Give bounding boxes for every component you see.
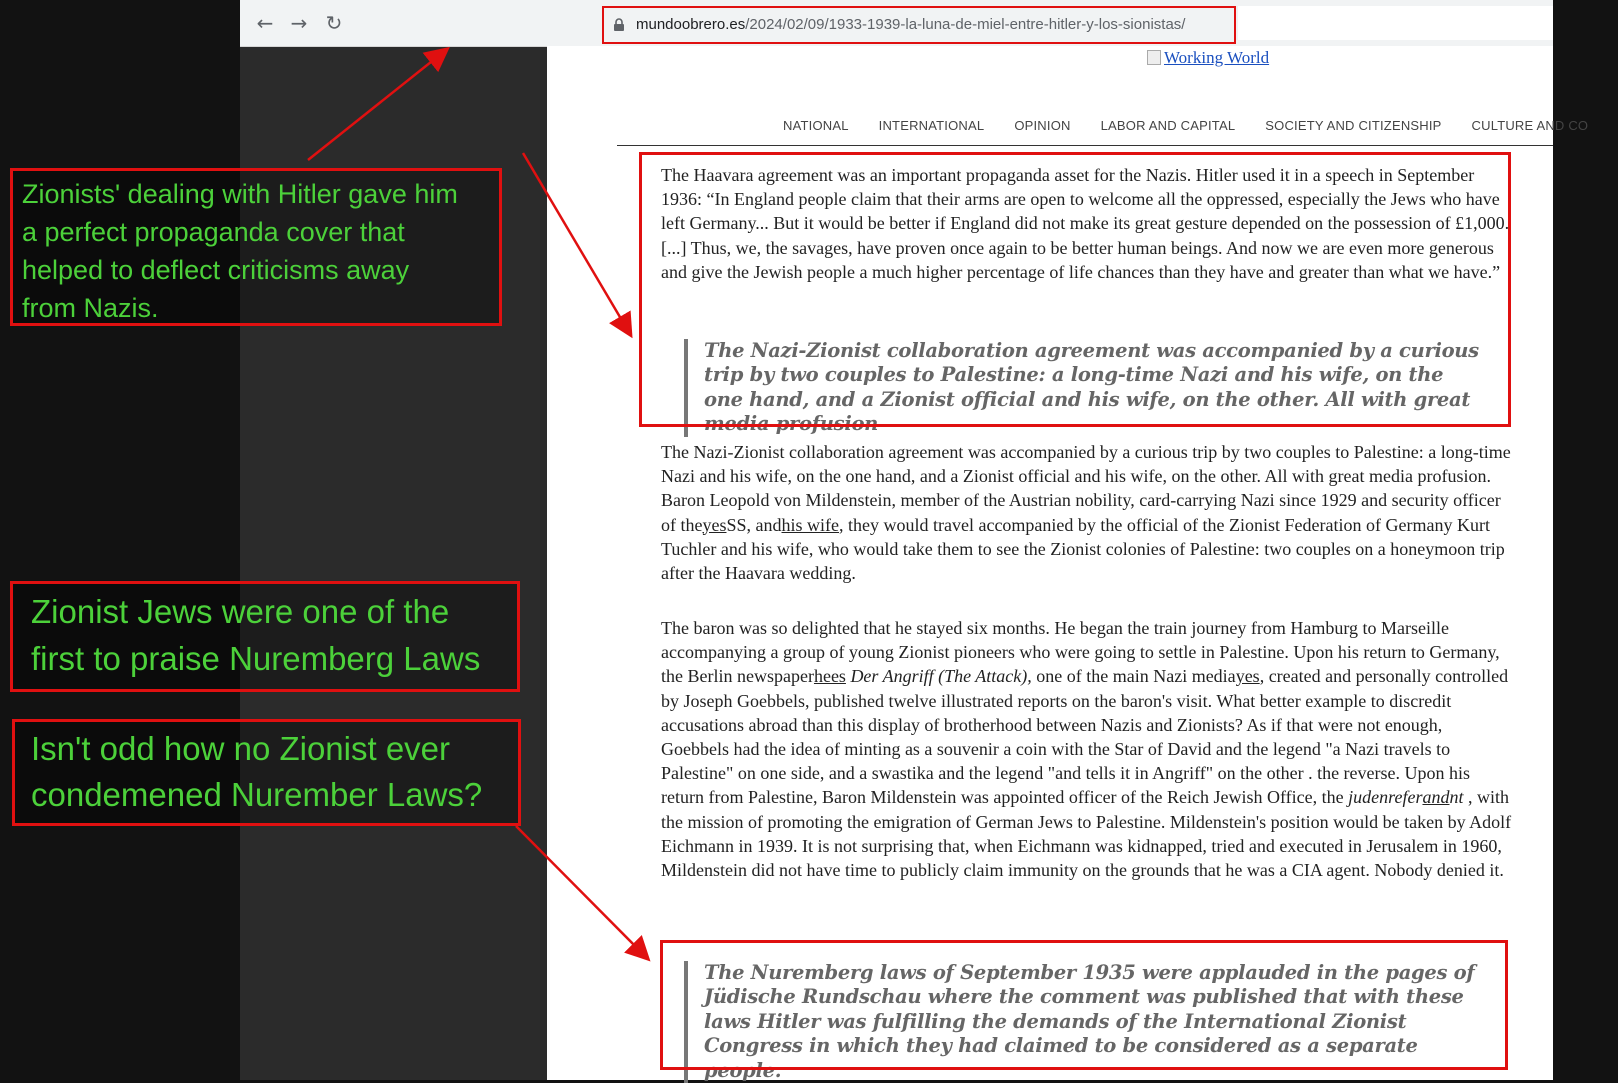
article-paragraph-2: The Nazi-Zionist collaboration agreement was accompanied by a curious trip by two couples to Palestine: a long-time Nazi and his wife, on the one hand, and a Zionist official and his wife, on the other. All with great media profusion. Baron Leopold von Mildenstein, member of the Austrian nobility, card-carrying Nazi since 1929 and security officer of theyesSS, andhis wife, they would travel accompanied by the official of the Zionist Federation of Germany Kurt Tuchler and his wife, who would take them to see the Zionist colonies of Palestine: two couples on a honeymoon trip after the Haavara wedding. <box>661 442 1511 584</box>
menu-item-labor[interactable]: LABOR AND CAPITAL <box>1100 118 1236 133</box>
main-menu <box>783 118 1618 133</box>
lock-icon <box>614 19 624 31</box>
left-dark-background <box>0 0 240 1080</box>
highlight-box-2 <box>660 940 1508 1070</box>
annotation-question: Isn't odd how no Zionist ever condemened Nurember Laws? <box>12 719 521 826</box>
url-host: mundoobrero.es <box>636 16 746 33</box>
article-paragraph-1: The Haavara agreement was an important propaganda asset for the Nazis. Hitler used it in a speech in September 1936: “In England people claim that their arms are open to welcome all the oppressed, especially the Jews who have left Germany... But it would be better if England did not make its great gesture depended on the possession of £1,000. [...] Thus, we, the savages, have proven once again to be better human beings. And now we are even more generous and give the Jewish people a much higher percentage of life chances than they have and greater than what we have.” <box>661 165 1510 282</box>
url-text <box>636 16 1185 33</box>
forward-icon[interactable]: → <box>290 11 308 35</box>
menu-item-society[interactable]: SOCIETY AND CITIZENSHIP <box>1265 118 1442 133</box>
article-paragraph-3: The baron was so delighted that he stayed six months. He began the train journey from Hamburg to Marseille accompanying a group of young Zionist pioneers who were going to settle in Palestine. Upon his return to Germany, the Berlin newspaperhees Der Angriff (The Attack), one of the main Nazi mediayes, created and personally controlled by Joseph Goebbels, published twelve illustrated reports on the baron's visit. What better example to discredit accusations abroad than this display of brotherhood between Nazis and Zionists? As if that were not enough, Goebbels had the idea of minting as a souvenir a coin with the Star of David and the legend "a Nazi travels to Palestine" on one side, and a swastika and the legend "and tells it in Angriff" on the other . the reverse. Upon his return from Palestine, Baron Mildenstein was appointed officer of the Reich Jewish Office, the judenreferandnt , with the mission of promoting the emigration of German Jews to Palestine. Mildenstein's position would be taken by Adolf Eichmann in 1939. It is not surprising that, when Eichmann was kidnapped, tried and executed in Jerusalem in 1960, Mildenstein did not have time to publicly claim immunity on the grounds that he was a CIA agent. Nobody denied it. <box>661 618 1512 881</box>
broken-image-icon <box>1147 50 1161 65</box>
highlight-box-1 <box>639 152 1511 427</box>
address-bar[interactable] <box>602 6 1236 44</box>
url-path: /2024/02/09/1933-1939-la-luna-de-miel-entre-hitler-y-los-sionistas/ <box>745 16 1186 33</box>
browser-toolbar <box>240 0 1553 47</box>
site-logo[interactable] <box>1147 48 1269 68</box>
reload-icon[interactable]: ↻ <box>325 11 343 35</box>
back-icon[interactable]: ← <box>256 11 274 35</box>
annotation-praise: Zionist Jews were one of the first to praise Nuremberg Laws <box>10 581 520 692</box>
menu-item-opinion[interactable]: OPINION <box>1014 118 1071 133</box>
menu-item-culture[interactable]: CULTURE AND CO <box>1471 118 1589 133</box>
logo-alt-text: Working World <box>1164 48 1270 67</box>
menu-divider <box>617 145 1553 146</box>
menu-item-national[interactable]: NATIONAL <box>783 118 849 133</box>
menu-item-international[interactable]: INTERNATIONAL <box>878 118 985 133</box>
annotation-propaganda: Zionists' dealing with Hitler gave him a perfect propaganda cover that helped to deflect criticisms away from Nazis. <box>10 168 502 326</box>
pull-quote-2: The Nuremberg laws of September 1935 were applauded in the pages of Jüdische Rundschau where the comment was published that with these laws Hitler was fulfilling the demands of the International Zionist Congress in which they had claimed to be considered as a separate people. <box>684 961 1494 1083</box>
pull-quote-1: The Nazi-Zionist collaboration agreement was accompanied by a curious trip by two couples to Palestine: a long-time Nazi and his wife, on the one hand, and a Zionist official and his wife, on the other. All with great media profusion <box>684 339 1484 437</box>
address-bar-extension[interactable] <box>1238 6 1553 40</box>
